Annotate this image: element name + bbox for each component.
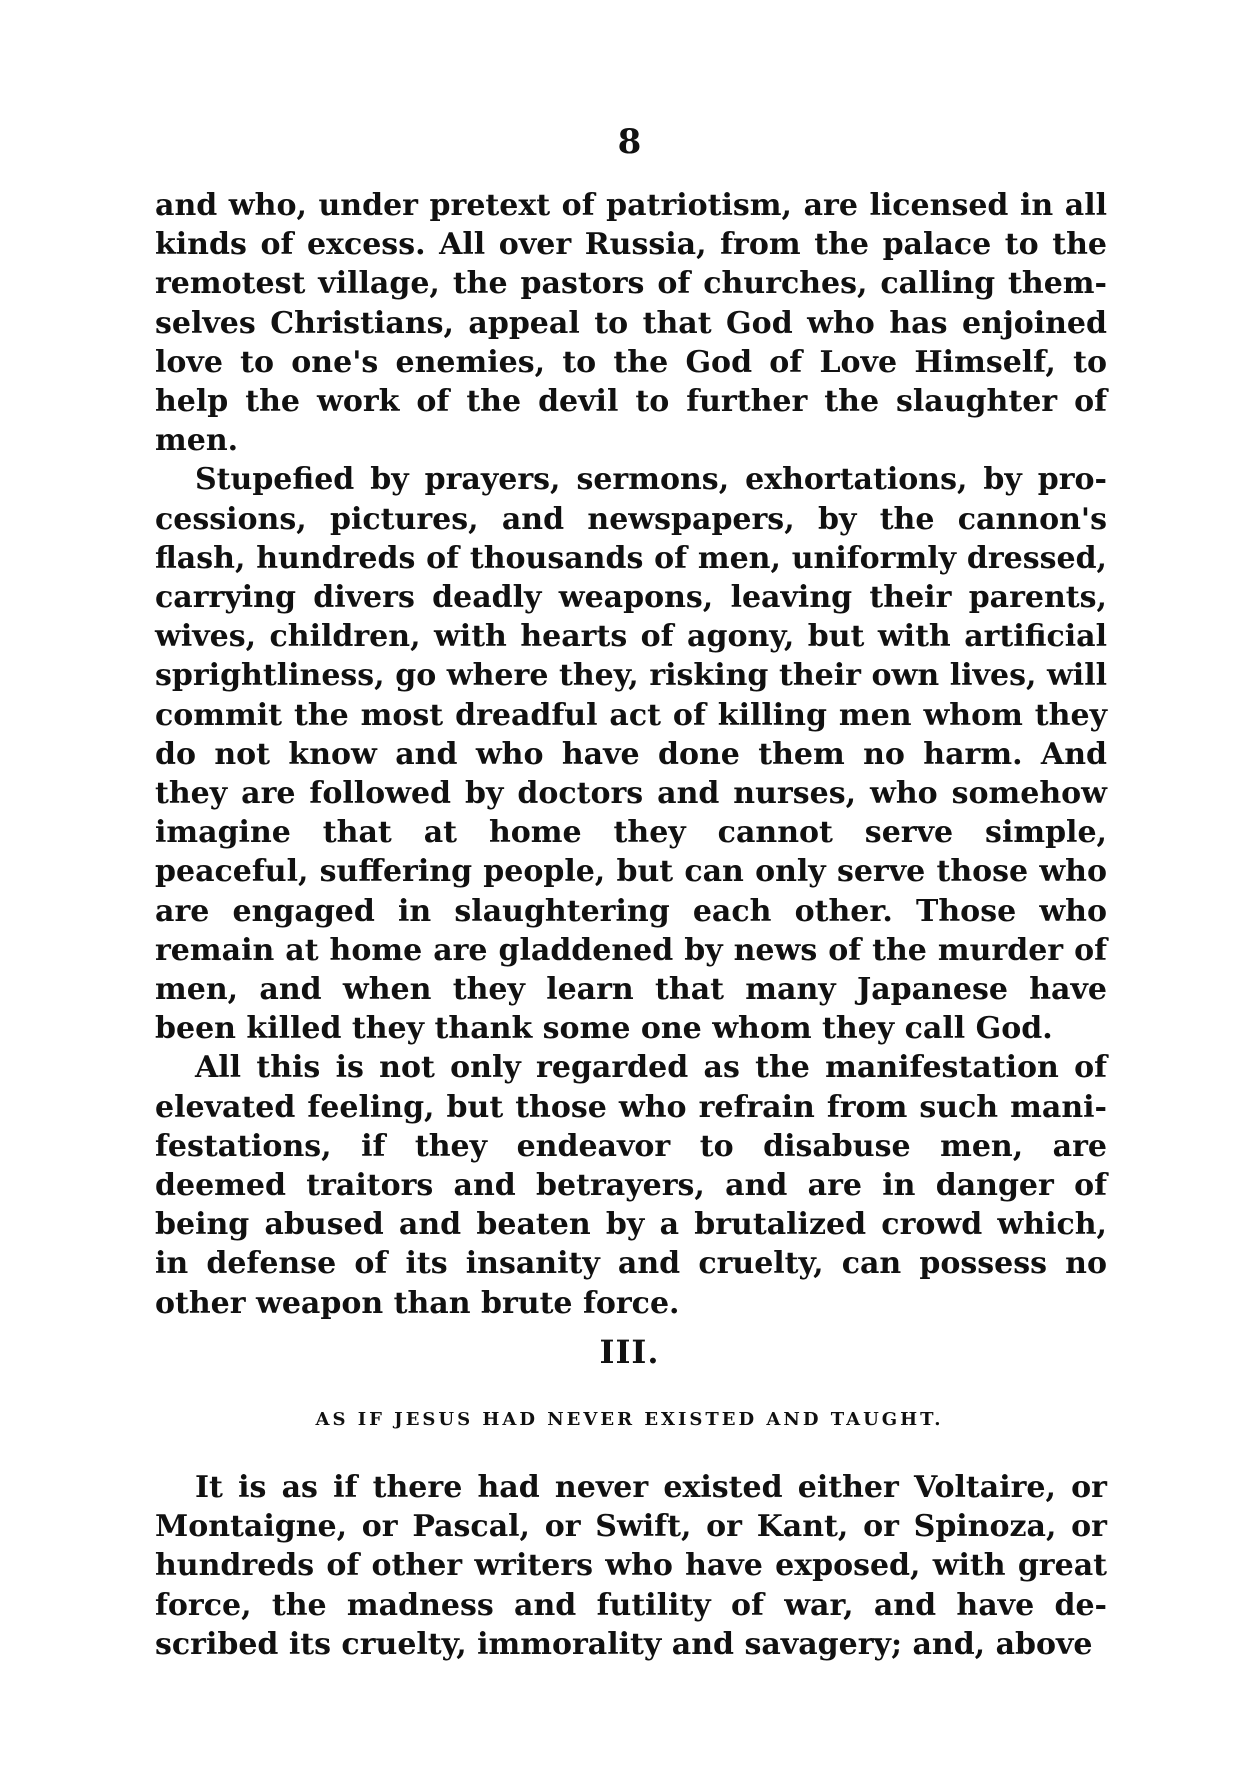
page-number: 8 — [617, 122, 642, 162]
section-numeral: III. — [599, 1333, 660, 1371]
paragraph-1: and who, under pretext of patriotism, are licensed in all kinds of excess. All over Russia, from the palace to the remotest village, the pastors of churches, calling themselves Christians, appeal to that God who has enjoined love to one's enemies, to the God of Love Himself, to help the work of the devil to further the slaughter of men. — [155, 188, 1107, 459]
paragraph-3: All this is not only regarded as the manifestation of elevated feeling, but those who refrain from such manifestations, if they endeavor to disabuse men, are deemed traitors and betrayers, and are in danger of being abused and beaten by a brutalized crowd which, in defense of its insanity and cruelty, can possess no other weapon than brute force. — [155, 1050, 1107, 1321]
paragraph-4: It is as if there had never existed either Voltaire, or Montaigne, or Pascal, or Swift, or Kant, or Spinoza, or hundreds of other writers who have exposed, with great force, the madness and futility of war, and have described its cruelty, immorality and savagery; and, above — [155, 1470, 1107, 1662]
paragraph-2: Stupefied by prayers, sermons, exhortations, by processions, pictures, and newspapers, by the cannon's flash, hundreds of thousands of men, uniformly dressed, carrying divers deadly weapons, leaving their parents, wives, children, with hearts of agony, but with artificial sprightliness, go where they, risking their own lives, will commit the most dreadful act of killing men whom they do not know and who have done them no harm. And they are followed by doctors and nurses, who somehow imagine that at home they cannot serve simple, peaceful, suffering people, but can only serve those who are engaged in slaughtering each other. Those who remain at home are gladdened by news of the murder of men, and when they learn that many Japanese have been killed they thank some one whom they call God. — [155, 462, 1107, 1047]
body-text-upper — [155, 186, 1107, 1323]
section-title: AS IF JESUS HAD NEVER EXISTED AND TAUGHT. — [315, 1409, 944, 1430]
body-text-lower — [155, 1468, 1107, 1664]
